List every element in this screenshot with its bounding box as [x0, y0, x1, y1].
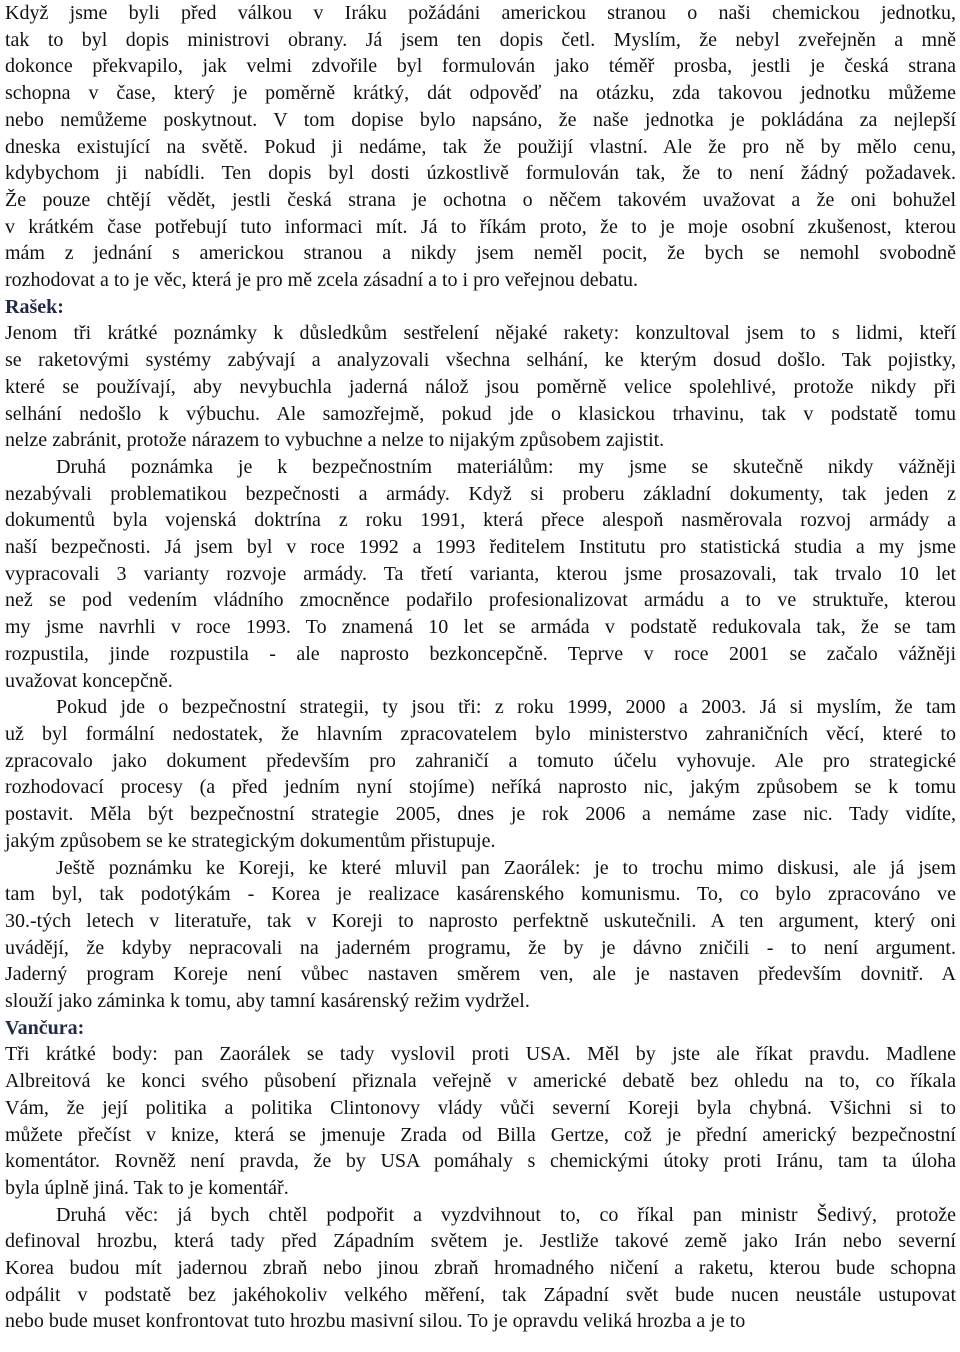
text-line: uvádějí, že kdyby nepracovali na jaderném programu, že by je dávno zničili - to není argument. — [5, 936, 956, 959]
text-line: byla úplně jiná. Tak to je komentář. — [5, 1176, 289, 1199]
text-line: rozhodovací procesy (a před jedním nyní stojíme) neříká naprosto nic, jakým způsobem se k tomu — [5, 776, 956, 799]
text-line: dokumentů byla vojenská doktrína z roku 1991, která přece alespoň nasměrovala rozvoj armády a — [5, 509, 956, 532]
text-line: postavit. Měla být bezpečnostní strategie 2005, dnes je rok 2006 a nemáme zase nic. Tady vidíte, — [5, 803, 956, 826]
text-line: nebo bude muset konfrontovat tuto hrozbu masivní silou. To je opravdu veliká hrozba a je to — [5, 1310, 746, 1333]
text-line: tak to byl dopis ministrovi obrany. Já jsem ten dopis četl. Myslím, že nebyl zveřejněn a mně — [5, 28, 956, 51]
text-line: naší bezpečnosti. Já jsem byl v roce 1992 a 1993 ředitelem Institutu pro statistická studia a my jsme — [5, 536, 956, 559]
paragraph — [5, 855, 956, 1015]
text-line: nezabývali problematikou bezpečnosti a armády. Když si proberu základní dokumenty, tak jeden z — [5, 482, 956, 505]
text-line: definoval hrozbu, která tady před Západním světem je. Jestliže takové země jako Irán nebo severní — [5, 1230, 956, 1253]
text-line: my jsme navrhli v roce 1993. To znamená 10 let se armáda v podstatě redukovala tak, že se tam — [5, 616, 956, 639]
text-line: rozpustila, jinde rozpustila - ale naprosto bezkoncepčně. Teprve v roce 2001 se začalo vážněji — [5, 642, 956, 665]
text-line: 30.-tých letech v literatuře, tak v Koreji to naprosto perfektně uskutečnili. A ten argument, který oni — [5, 909, 956, 932]
text-line: Vám, že její politika a politika Clintonovy vlády vůči severní Koreji byla chybná. Všichni si to — [5, 1096, 956, 1119]
text-line: Jaderný program Koreje není vůbec nastaven směrem ven, ale je nastaven především dovnitř. A — [5, 963, 956, 986]
text-line: odpálit v podstatě bez jakéhokoliv velkého měření, tak Západní svět bude nucen neustále ustupovat — [5, 1283, 956, 1306]
text-line: selhání nedošlo k výbuchu. Ale samozřejmě, pokud jde o klasickou trhavinu, tak v podstatě tomu — [5, 402, 956, 425]
speaker-label: Vančura: — [5, 1016, 85, 1039]
text-line: Ještě poznámku ke Koreji, ke které mluvil pan Zaorálek: je to trochu mimo diskusi, ale já jsem — [56, 856, 956, 879]
paragraph — [5, 454, 956, 694]
text-line: Pokud jde o bezpečnostní strategii, ty jsou tři: z roku 1999, 2000 a 2003. Já si myslím, že tam — [56, 696, 956, 719]
text-line: Korea budou mít jadernou zbraň nebo jinou zbraň hromadného ničení a raketu, kterou bude schopna — [5, 1257, 956, 1280]
text-line: Tři krátké body: pan Zaorálek se tady vyslovil proti USA. Měl by jste ale říkat pravdu. Madlene — [5, 1043, 956, 1066]
text-line: komentátor. Rovněž není pravda, že by USA pomáhaly s chemickými útoky proti Iránu, tam ta úloha — [5, 1150, 956, 1173]
document-body — [5, 0, 956, 1335]
text-line: dokonce překvapilo, jak velmi zdvořile byl formulován jako téměř prosba, jestli je česká strana — [5, 55, 956, 78]
text-line: můžete přečíst v knize, která se jmenuje Zrada od Billa Gertze, což je přední americký bezpečnostní — [5, 1123, 956, 1146]
text-line: se raketovými systémy zabývají a analyzovali všechna selhání, ke kterým dosud došlo. Tak pojistky, — [5, 349, 956, 372]
text-line: nelze zabránit, protože nárazem to vybuchne a nelze to nijakým způsobem zajistit. — [5, 429, 665, 452]
text-line: v krátkém čase potřebují tuto informaci mít. Já to říkám proto, že to je moje osobní zkušenost, kterou — [5, 215, 956, 238]
text-line: dneska existující na světě. Pokud ji nedáme, tak že použijí vlastní. Ale že pro ně by mělo cenu, — [5, 135, 956, 158]
text-line: uvažovat koncepčně. — [5, 669, 173, 692]
text-line: zpracovalo jako dokument především pro zahraničí a tomuto účelu vyhovuje. Ale pro strategické — [5, 749, 956, 772]
text-line: Druhá poznámka je k bezpečnostním materiálům: my jsme se skutečně nikdy vážněji — [56, 455, 956, 478]
text-line: vypracovali 3 varianty rozvoje armády. Ta třetí varianta, kterou jsme prosazovali, tak trvalo 10 let — [5, 562, 956, 585]
paragraph — [5, 1041, 956, 1201]
paragraph — [5, 694, 956, 854]
text-line: tam byl, tak podotýkám - Korea je realizace kasárenského komunismu. To, co bylo zpracováno ve — [5, 883, 956, 906]
text-line: už byl formální nedostatek, že hlavním zpracovatelem bylo ministerstvo zahraničních věcí, které to — [5, 722, 956, 745]
text-line: jakým způsobem se ke strategickým dokumentům přistupuje. — [5, 829, 496, 852]
text-line: schopna v čase, který je poměrně krátký, dát odpověď na otázku, zda takovou jednotku můžeme — [5, 82, 956, 105]
paragraph — [5, 1202, 956, 1336]
text-line: mám z jednání s americkou stranou a nikdy jsem neměl pocit, že bych se nemohl svobodně — [5, 242, 956, 265]
text-line: Jenom tři krátké poznámky k důsledkům sestřelení nějaké rakety: konzultoval jsem to s lidmi, kteří — [5, 322, 956, 345]
text-line: kdybychom ji nabídli. Ten dopis byl dosti úzkostlivě formulován tak, že to není žádný požadavek. — [5, 162, 956, 185]
text-line: rozhodovat a to je věc, která je pro mě zcela zásadní a to i pro veřejnou debatu. — [5, 269, 639, 292]
text-line: než se pod vedením vládního zmocněnce podařilo profesionalizovat armádu a to ve struktuře, kterou — [5, 589, 956, 612]
paragraph — [5, 320, 956, 454]
paragraph — [5, 0, 956, 294]
text-line: slouží jako záminka k tomu, aby tamní kasárenský režim vydržel. — [5, 990, 530, 1013]
text-line: Albreitová ke konci svého působení přiznala veřejně v americké debatě bez ohledu na to, co říkala — [5, 1070, 956, 1093]
text-line: Druhá věc: já bych chtěl podpořit a vyzdvihnout to, co říkal pan ministr Šedivý, protože — [56, 1203, 956, 1226]
text-line: Když jsme byli před válkou v Iráku požádáni americkou stranou o naši chemickou jednotku, — [5, 2, 956, 24]
speaker-label: Rašek: — [5, 295, 64, 318]
text-line: které se používají, aby nevybuchla jaderná nálož jsou poměrně velice spolehlivé, protože nikdy při — [5, 375, 956, 398]
text-line: Že pouze chtějí vědět, jestli česká strana je ochotna o něčem takovém uvažovat a že oni bohužel — [5, 188, 956, 211]
text-line: nebo nemůžeme poskytnout. V tom dopise bylo napsáno, že naše jednotka je pokládána za nejlepší — [5, 108, 956, 131]
